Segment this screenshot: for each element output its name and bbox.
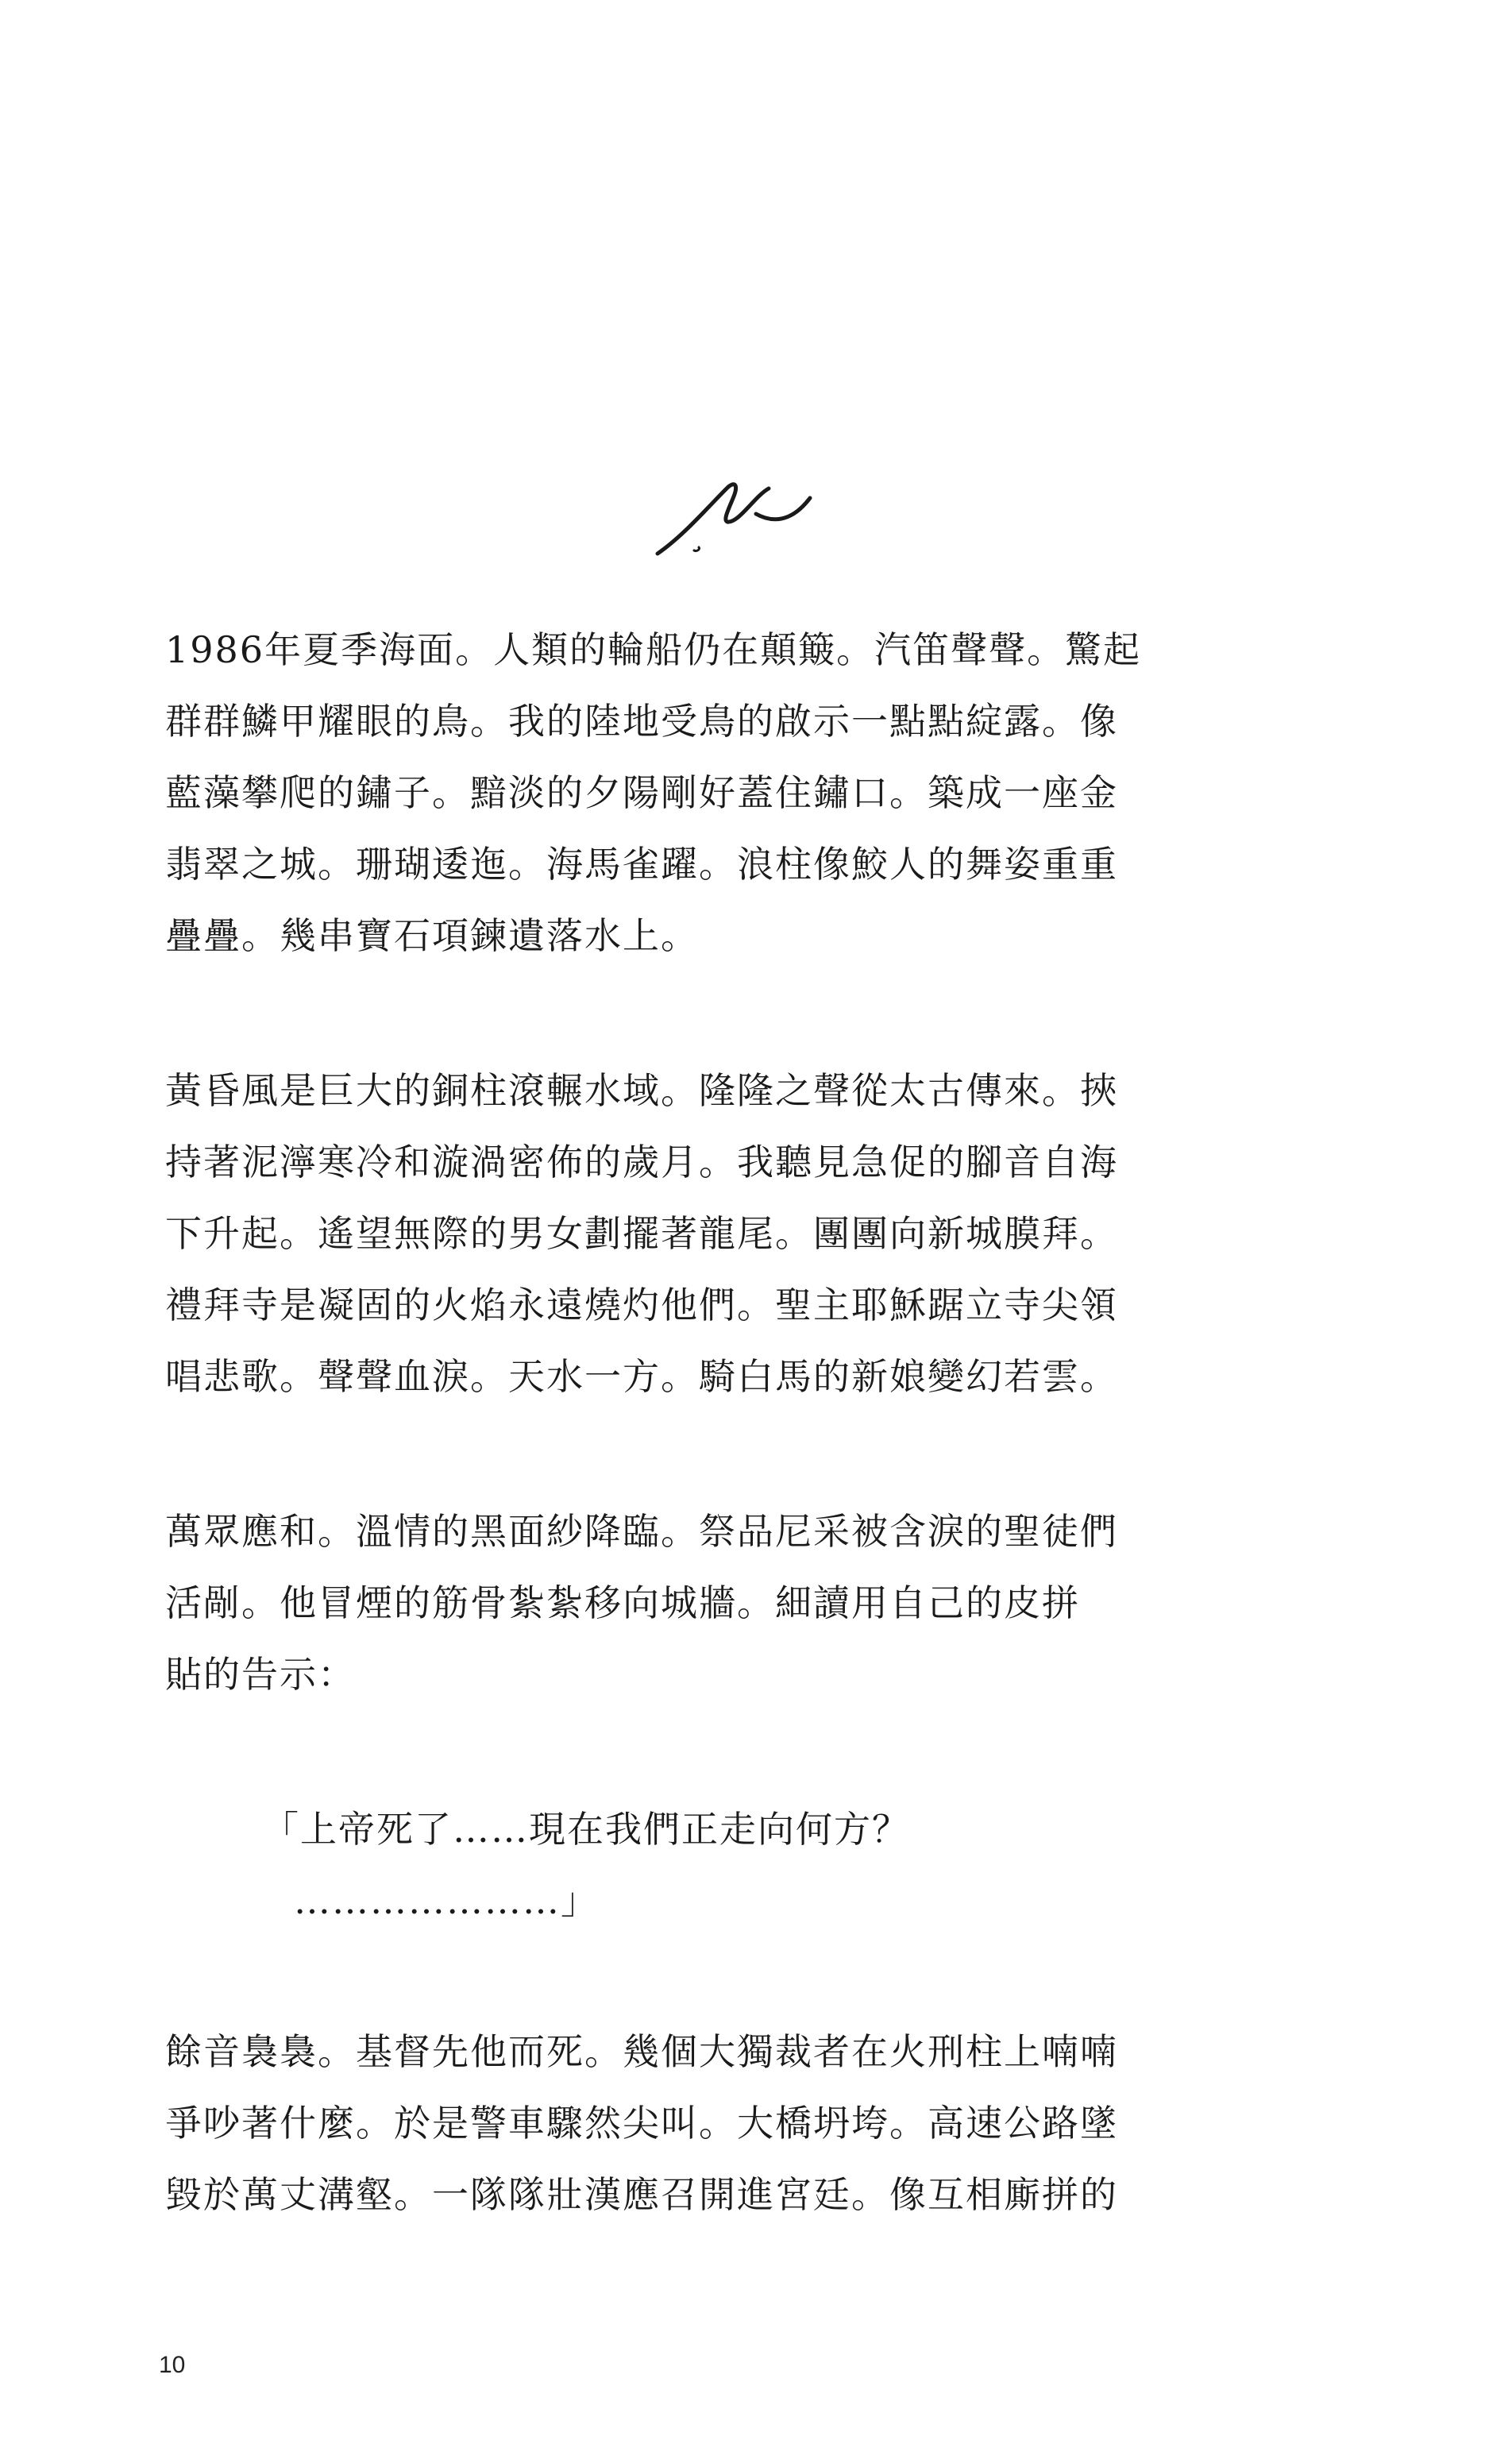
text-line: 禮拜寺是凝固的火焰永遠燒灼他們。聖主耶穌踞立寺尖領 bbox=[165, 1284, 1118, 1326]
text-line: 餘音裊裊。基督先他而死。幾個大獨裁者在火刑柱上喃喃 bbox=[165, 2030, 1118, 2073]
text-line: 疊疊。幾串寶石項鍊遺落水上。 bbox=[165, 914, 699, 957]
calligraphic-flourish-icon bbox=[651, 465, 818, 560]
text-line: 爭吵著什麼。於是警車驟然尖叫。大橋坍垮。高速公路墜 bbox=[165, 2102, 1118, 2145]
text-line: 萬眾應和。溫情的黑面紗降臨。祭品尼采被含淚的聖徒們 bbox=[165, 1510, 1118, 1553]
text-line: 下升起。遙望無際的男女劃擺著龍尾。團團向新城膜拜。 bbox=[165, 1212, 1118, 1255]
text-line: 1986年夏季海面。人類的輪船仍在顛簸。汽笛聲聲。驚起 bbox=[165, 628, 1142, 671]
text-line: 活剮。他冒煙的筋骨紮紮移向城牆。細讀用自己的皮拼 bbox=[165, 1581, 1080, 1624]
text-line: 翡翠之城。珊瑚逶迤。海馬雀躍。浪柱像鮫人的舞姿重重 bbox=[165, 843, 1118, 886]
text-line: 唱悲歌。聲聲血淚。天水一方。騎白馬的新娘變幻若雲。 bbox=[165, 1355, 1118, 1398]
text-line: 持著泥濘寒冷和漩渦密佈的歲月。我聽見急促的腳音自海 bbox=[165, 1141, 1118, 1183]
quote-line: 「上帝死了……現在我們正走向何方？ bbox=[262, 1808, 910, 1851]
text-line: 貼的告示： bbox=[165, 1653, 356, 1696]
text-line: 藍藻攀爬的鏽子。黯淡的夕陽剛好蓋住鏽口。築成一座金 bbox=[165, 771, 1118, 814]
text-line: 毀於萬丈溝壑。一隊隊壯漢應召開進宮廷。像互相廝拼的 bbox=[165, 2173, 1118, 2216]
text-line: 群群鱗甲耀眼的鳥。我的陸地受鳥的啟示一點點綻露。像 bbox=[165, 700, 1118, 743]
page-number: 10 bbox=[159, 2352, 186, 2378]
text-line: 黃昏風是巨大的銅柱滾輾水域。隆隆之聲從太古傳來。挾 bbox=[165, 1069, 1118, 1112]
quote-line: …………………」 bbox=[294, 1879, 599, 1922]
